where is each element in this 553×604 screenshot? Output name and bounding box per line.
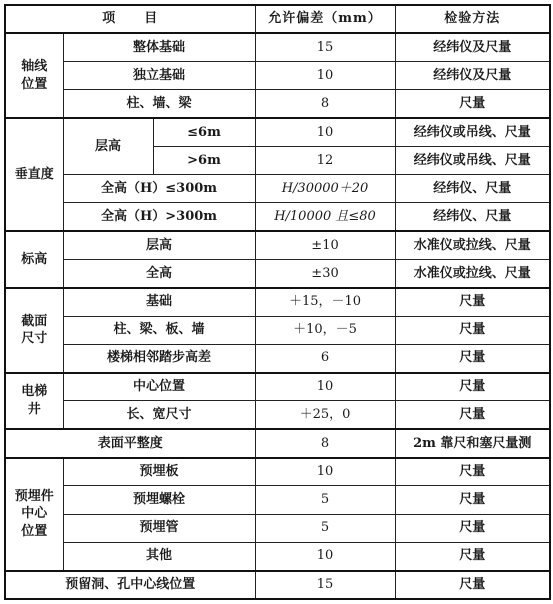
row-method: 尺量 <box>395 486 550 514</box>
row-method: 尺量 <box>395 458 550 486</box>
row-method: 水准仪或拉线、尺量 <box>395 231 550 259</box>
row-method: 尺量 <box>395 401 550 429</box>
row-item: 中心位置 <box>63 373 255 401</box>
table-row <box>5 33 550 61</box>
table-row <box>5 344 550 372</box>
table-row <box>5 231 550 259</box>
table-row <box>5 486 550 514</box>
row-method: 尺量 <box>395 316 550 344</box>
row-tolerance: ＋10，－5 <box>255 316 395 344</box>
table-row <box>5 62 550 90</box>
group-section-size: 截面 尺寸 <box>5 288 63 373</box>
row-method: 经纬仪或吊线、尺量 <box>395 118 550 146</box>
row-item: 长、宽尺寸 <box>63 401 255 429</box>
row-condition: ≤6m <box>153 118 255 146</box>
row-item: 表面平整度 <box>5 429 255 457</box>
table-row <box>5 373 550 401</box>
header-row <box>5 5 550 33</box>
row-item: 基础 <box>63 288 255 316</box>
row-method: 经纬仪及尺量 <box>395 33 550 61</box>
row-item: 柱、墙、梁 <box>63 90 255 118</box>
row-method: 尺量 <box>395 288 550 316</box>
row-method: 经纬仪、尺量 <box>395 175 550 203</box>
table-row <box>5 316 550 344</box>
row-item: 预埋螺栓 <box>63 486 255 514</box>
row-tolerance: 5 <box>255 514 395 542</box>
row-tolerance: H/30000＋20 <box>255 175 395 203</box>
table-row <box>5 203 550 231</box>
table-row <box>5 90 550 118</box>
tolerance-table <box>4 4 551 600</box>
table-row <box>5 401 550 429</box>
row-method: 经纬仪、尺量 <box>395 203 550 231</box>
row-tolerance: H/10000 且≤80 <box>255 203 395 231</box>
row-tolerance: ±30 <box>255 260 395 288</box>
group-elevation: 标高 <box>5 231 63 288</box>
row-item: 独立基础 <box>63 62 255 90</box>
row-tolerance: ＋15，－10 <box>255 288 395 316</box>
table-row <box>5 175 550 203</box>
table-row <box>5 429 550 457</box>
table-row <box>5 571 550 599</box>
table-row <box>5 542 550 570</box>
row-item: 楼梯相邻踏步高差 <box>63 344 255 372</box>
row-tolerance: 12 <box>255 146 395 174</box>
row-method: 尺量 <box>395 344 550 372</box>
row-tolerance: 8 <box>255 429 395 457</box>
row-item: 其他 <box>63 542 255 570</box>
row-item: 预留洞、孔中心线位置 <box>5 571 255 599</box>
row-tolerance: 15 <box>255 33 395 61</box>
group-embedded-parts: 预埋件 中心 位置 <box>5 458 63 571</box>
group-axis-position: 轴线 位置 <box>5 33 63 118</box>
row-item: 整体基础 <box>63 33 255 61</box>
row-item: 全高（H）≤300m <box>63 175 255 203</box>
header-item: 项 目 <box>5 5 255 33</box>
row-item: 层高 <box>63 231 255 259</box>
row-tolerance: 6 <box>255 344 395 372</box>
row-tolerance: 10 <box>255 373 395 401</box>
row-item: 预埋管 <box>63 514 255 542</box>
table-row <box>5 514 550 542</box>
row-tolerance: 5 <box>255 486 395 514</box>
group-verticality: 垂直度 <box>5 118 63 231</box>
row-method: 尺量 <box>395 373 550 401</box>
row-method: 尺量 <box>395 571 550 599</box>
row-item: 全高（H）>300m <box>63 203 255 231</box>
row-tolerance: 10 <box>255 542 395 570</box>
table-row <box>5 118 550 146</box>
row-tolerance: ±10 <box>255 231 395 259</box>
table-row <box>5 288 550 316</box>
row-method: 尺量 <box>395 90 550 118</box>
group-elevator-shaft: 电梯 井 <box>5 373 63 430</box>
row-tolerance: 8 <box>255 90 395 118</box>
row-tolerance: 15 <box>255 571 395 599</box>
row-condition: >6m <box>153 146 255 174</box>
row-item: 预埋板 <box>63 458 255 486</box>
row-item: 全高 <box>63 260 255 288</box>
row-method: 经纬仪及尺量 <box>395 62 550 90</box>
table-row <box>5 458 550 486</box>
row-tolerance: 10 <box>255 118 395 146</box>
header-tolerance: 允许偏差（mm） <box>255 5 395 33</box>
row-method: 2m 靠尺和塞尺量测 <box>395 429 550 457</box>
row-item: 柱、梁、板、墙 <box>63 316 255 344</box>
row-method: 经纬仪或吊线、尺量 <box>395 146 550 174</box>
row-method: 尺量 <box>395 542 550 570</box>
row-method: 尺量 <box>395 514 550 542</box>
row-tolerance: ＋25，0 <box>255 401 395 429</box>
row-tolerance: 10 <box>255 62 395 90</box>
row-subitem: 层高 <box>63 118 153 175</box>
row-method: 水准仪或拉线、尺量 <box>395 260 550 288</box>
row-tolerance: 10 <box>255 458 395 486</box>
table-row <box>5 260 550 288</box>
header-method: 检验方法 <box>395 5 550 33</box>
